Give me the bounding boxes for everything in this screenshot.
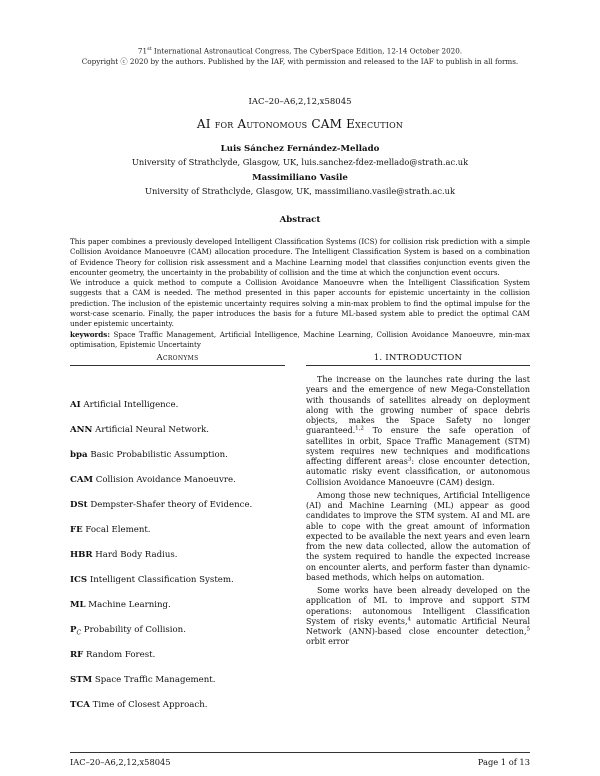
author-name-2: Massimiliano Vasile: [252, 173, 348, 183]
footer-paper-id: IAC–20–A6,2,12,x58045: [70, 757, 171, 767]
section-heading-introduction: 1. INTRODUCTION: [373, 353, 463, 363]
acronym-item: STM Space Traffic Management.: [70, 675, 216, 685]
paper-title: AI for Autonomous CAM Execution: [196, 117, 404, 131]
acronym-item: CAM Collision Avoidance Manoeuvre.: [70, 475, 236, 485]
footer-page-number: Page 1 of 13: [477, 757, 530, 767]
abstract-body: [70, 237, 530, 350]
acronym-item: $P_C$ Probability of Collision.: [70, 625, 186, 637]
copyright-line: Copyright ⓒ 2020 by the authors. Published by the IAF, with permission and released to the IAF to publish in all forms.: [81, 57, 519, 67]
acronym-item: DSt Dempster-Shafer theory of Evidence.: [70, 500, 253, 510]
acronym-item: TCA Time of Closest Approach.: [70, 700, 208, 710]
abstract-paragraph-2: We introduce a quick method to compute a Collision Avoidance Manoeuvre when the Intelligent Classification System suggests that a CAM is needed. The method presented in this paper accounts for epistemic uncertainty in the collision prediction. The inclusion of the epistemic uncertainty requires solving a min-max problem to find the optimal impulse for the worst-case scenario. Finally, the paper introduces the basis for a future ML-based system able to predict the optimal CAM under epistemic uncertainty.: [70, 278, 530, 329]
acronyms-heading: Acronyms: [156, 353, 199, 363]
acronym-item: HBR Hard Body Radius.: [70, 550, 178, 560]
acronyms-rule: [70, 365, 285, 366]
keywords: keywords: Space Traffic Management, Artificial Intelligence, Machine Learning, Collision Avoidance Manoeuvre, min-max optimisation, Epistemic Uncertainty: [70, 329, 530, 349]
author-name-1: Luis Sánchez Fernández-Mellado: [220, 144, 380, 154]
intro-paragraph-2: Among those new techniques, Artificial Intelligence (AI) and Machine Learning (ML) appear as good candidates to improve the STM system. AI and ML are able to cope with the great amount of information expected to be available the next years and even learn from the new data collected, allow the automation of the system required to handle the expected increase on encounter alerts, and perform faster than dynamic-based methods, which helps on automation.: [306, 490, 530, 582]
acronym-item: bpa Basic Probabilistic Assumption.: [70, 450, 228, 460]
acronym-item: FE Focal Element.: [70, 525, 151, 535]
acronym-item: ANN Artificial Neural Network.: [70, 425, 210, 435]
author-affiliation-2: University of Strathclyde, Glasgow, UK, massimiliano.vasile@strath.ac.uk: [145, 186, 455, 196]
intro-paragraph-3: Some works have been already developed on the application of ML to improve and support STM operations: autonomous Intelligent Classification System of risky events,$^4$ automatic Artificial Neural Network (ANN)-based close encounter detection,$^5$ orbit error: [306, 586, 530, 647]
conference-header: [0, 44, 600, 67]
introduction-body: [306, 375, 530, 651]
acronym-item: ML Machine Learning.: [70, 600, 171, 610]
acronym-item: AI Artificial Intelligence.: [70, 400, 179, 410]
acronym-item: RF Random Forest.: [70, 650, 156, 660]
abstract-paragraph-1: This paper combines a previously developed Intelligent Classification Systems (ICS) for collision risk prediction with a simple Collision Avoidance Manoeuvre (CAM) allocation procedure. The Intelligent Classification System is based on a combination of Evidence Theory for collision risk assessment and a Machine Learning model that classifies conjunction events given the encounter geometry, the uncertainty in the probability of collision and the time at which the conjunction event occurs.: [70, 237, 530, 277]
acronym-item: ICS Intelligent Classification System.: [70, 575, 234, 585]
footer-rule: [70, 752, 530, 753]
abstract-heading: Abstract: [279, 215, 321, 225]
section-rule: [306, 365, 530, 366]
paper-id: IAC–20–A6,2,12,x58045: [248, 97, 352, 107]
author-affiliation-1: University of Strathclyde, Glasgow, UK, luis.sanchez-fdez-mellado@strath.ac.uk: [131, 157, 469, 167]
conference-line: 71st International Astronautical Congress, The CyberSpace Edition, 12-14 October 2020.: [137, 46, 463, 56]
intro-paragraph-1: The increase on the launches rate during the last years and the emergence of new Mega-Constellation with thousands of satellites already on deployment along with the growing number of space debris objects, makes the Space Safety no longer guaranteed.$^{1,2}$ To ensure the safe operation of satellites in orbit, Space Traffic Management (STM) system requires new techniques and modifications affecting different areas$^3$: close encounter detection, automatic risky event classification, or autonomous Collision Avoidance Manoeuvre (CAM) design.: [306, 375, 530, 487]
